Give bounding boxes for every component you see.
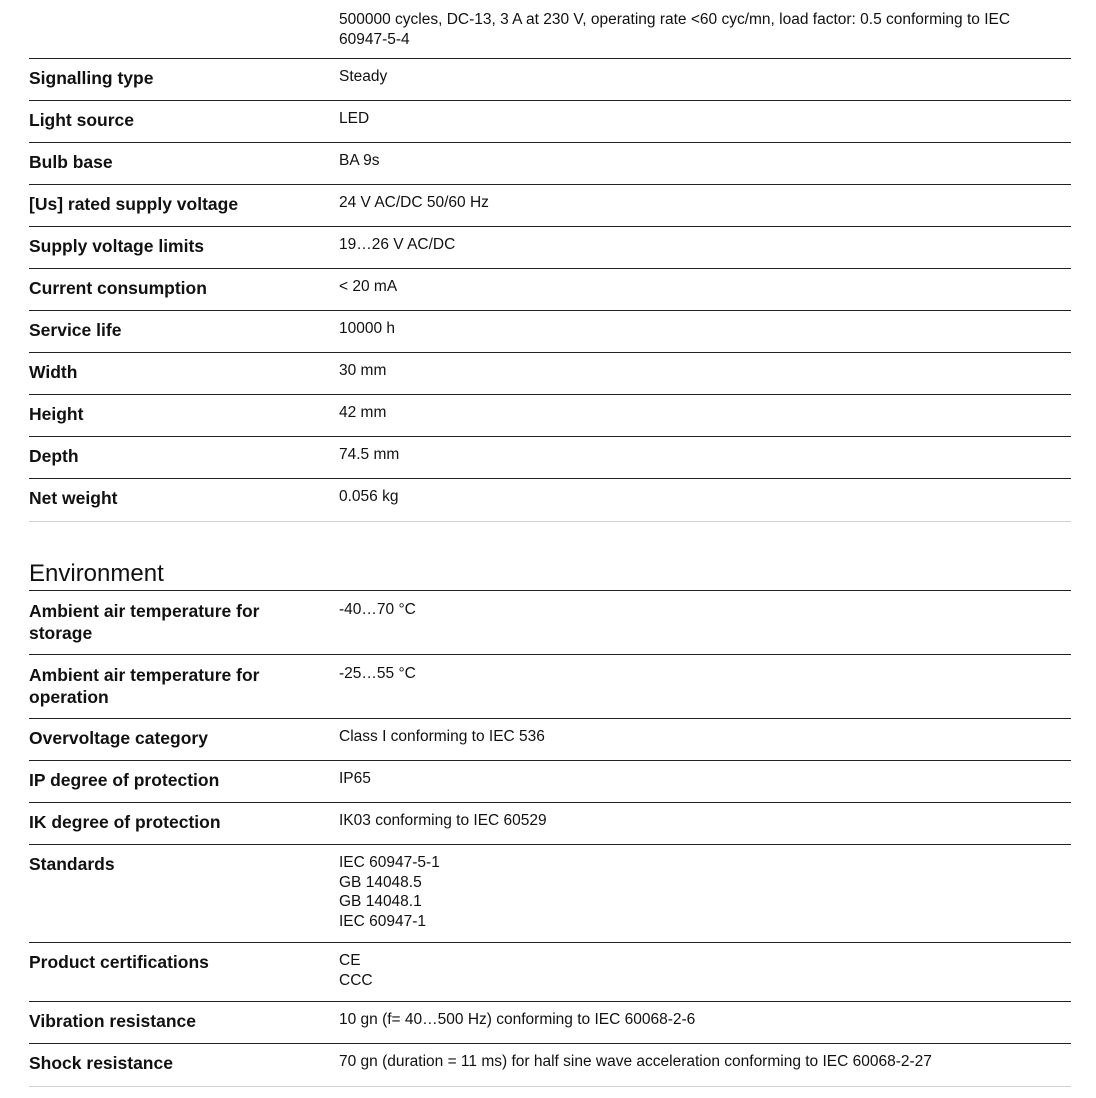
env-row-operation-temperature — [29, 655, 1071, 719]
spec-value — [339, 361, 1071, 394]
spec-value-line: 500000 cycles, DC-13, 3 A at 230 V, operating rate <60 cyc/mn, load factor: 0.5 conforming to IEC — [339, 11, 1011, 28]
env-row-ik-protection — [29, 803, 1071, 845]
spec-value — [339, 664, 1071, 718]
spec-value — [339, 10, 1071, 58]
spec-value — [339, 487, 1071, 521]
spec-value-line: 30 mm — [339, 362, 387, 379]
spec-label: Service life — [29, 320, 122, 340]
spec-label — [29, 10, 339, 58]
env-row-shock-resistance — [29, 1044, 1071, 1087]
spec-value-line: CE — [339, 952, 361, 969]
spec-label: Signalling type — [29, 68, 154, 88]
spec-value-line: 10 gn (f= 40…500 Hz) conforming to IEC 60068-2-6 — [339, 1011, 696, 1028]
spec-label: Bulb base — [29, 152, 113, 172]
env-row-overvoltage-category — [29, 719, 1071, 761]
spec-value — [339, 109, 1071, 142]
spec-value-line: BA 9s — [339, 152, 380, 169]
spec-row-width — [29, 353, 1071, 395]
spec-value — [339, 600, 1071, 654]
spec-row-supply-voltage-limits — [29, 227, 1071, 269]
env-row-vibration-resistance — [29, 1002, 1071, 1044]
spec-value — [339, 853, 1071, 942]
spec-value — [339, 727, 1071, 760]
spec-label: Ambient air temperature for operation — [29, 665, 260, 707]
spec-value-line: 70 gn (duration = 11 ms) for half sine wave acceleration conforming to IEC 60068-2-27 — [339, 1053, 932, 1070]
spec-value-line: Steady — [339, 68, 388, 85]
spec-row-bulb-base — [29, 143, 1071, 185]
spec-value-line: 10000 h — [339, 320, 396, 337]
env-row-ip-protection — [29, 761, 1071, 803]
spec-value — [339, 769, 1071, 802]
spec-value — [339, 235, 1071, 268]
env-row-storage-temperature — [29, 591, 1071, 655]
spec-value-line: GB 14048.1 — [339, 893, 422, 910]
spec-value-line: IK03 conforming to IEC 60529 — [339, 812, 547, 829]
spec-value — [339, 811, 1071, 844]
spec-value — [339, 319, 1071, 352]
spec-label: Current consumption — [29, 278, 207, 298]
spec-label: Standards — [29, 854, 115, 874]
spec-row-continuation — [29, 0, 1071, 59]
spec-value-line: CCC — [339, 971, 373, 989]
spec-label: Height — [29, 404, 84, 424]
spec-label: Vibration resistance — [29, 1011, 196, 1031]
spec-value-line: -40…70 °C — [339, 601, 416, 618]
spec-label: Width — [29, 362, 78, 382]
spec-value — [339, 151, 1071, 184]
spec-value — [339, 277, 1071, 310]
spec-row-light-source — [29, 101, 1071, 143]
env-row-product-certifications — [29, 943, 1071, 1002]
spec-value — [339, 1052, 1071, 1086]
spec-label: Depth — [29, 446, 79, 466]
spec-value-line: 0.056 kg — [339, 488, 399, 505]
spec-value — [339, 67, 1071, 100]
spec-value — [339, 445, 1071, 478]
spec-label: Ambient air temperature for storage — [29, 601, 260, 643]
spec-value-line: Class I conforming to IEC 536 — [339, 728, 545, 745]
spec-row-depth — [29, 437, 1071, 479]
spec-value-line: 74.5 mm — [339, 446, 400, 463]
spec-label: Overvoltage category — [29, 728, 208, 748]
spec-row-service-life — [29, 311, 1071, 353]
spec-value — [339, 951, 1071, 1001]
spec-label: IK degree of protection — [29, 812, 221, 832]
spec-label: Supply voltage limits — [29, 236, 205, 256]
spec-label: Net weight — [29, 488, 118, 508]
spec-value-line: < 20 mA — [339, 278, 398, 295]
spec-value-line: -25…55 °C — [339, 665, 416, 682]
spec-value-line: 19…26 V AC/DC — [339, 236, 456, 253]
spec-label: Product certifications — [29, 952, 209, 972]
spec-row-current-consumption — [29, 269, 1071, 311]
spec-label: IP degree of protection — [29, 770, 220, 790]
spec-label: [Us] rated supply voltage — [29, 194, 239, 214]
spec-label: Light source — [29, 110, 135, 130]
spec-value-line: 42 mm — [339, 404, 387, 421]
spec-row-signalling-type — [29, 59, 1071, 101]
spec-value — [339, 403, 1071, 436]
env-row-standards — [29, 845, 1071, 943]
section-title: Environment — [29, 560, 164, 587]
spec-sheet — [29, 0, 1071, 1087]
spec-value-line: 24 V AC/DC 50/60 Hz — [339, 194, 489, 211]
spec-row-net-weight — [29, 479, 1071, 522]
spec-value-line: IP65 — [339, 770, 371, 787]
spec-value-line: LED — [339, 110, 370, 127]
spec-value-line: 60947-5-4 — [339, 30, 410, 48]
spec-value-line: GB 14048.5 — [339, 873, 422, 891]
spec-row-rated-supply-voltage — [29, 185, 1071, 227]
spec-value-line: IEC 60947-1 — [339, 912, 427, 930]
spec-value-line: IEC 60947-5-1 — [339, 854, 440, 871]
spec-row-height — [29, 395, 1071, 437]
spec-label: Shock resistance — [29, 1053, 173, 1073]
spec-value — [339, 193, 1071, 226]
environment-section-header — [29, 522, 1071, 591]
spec-value — [339, 1010, 1071, 1043]
